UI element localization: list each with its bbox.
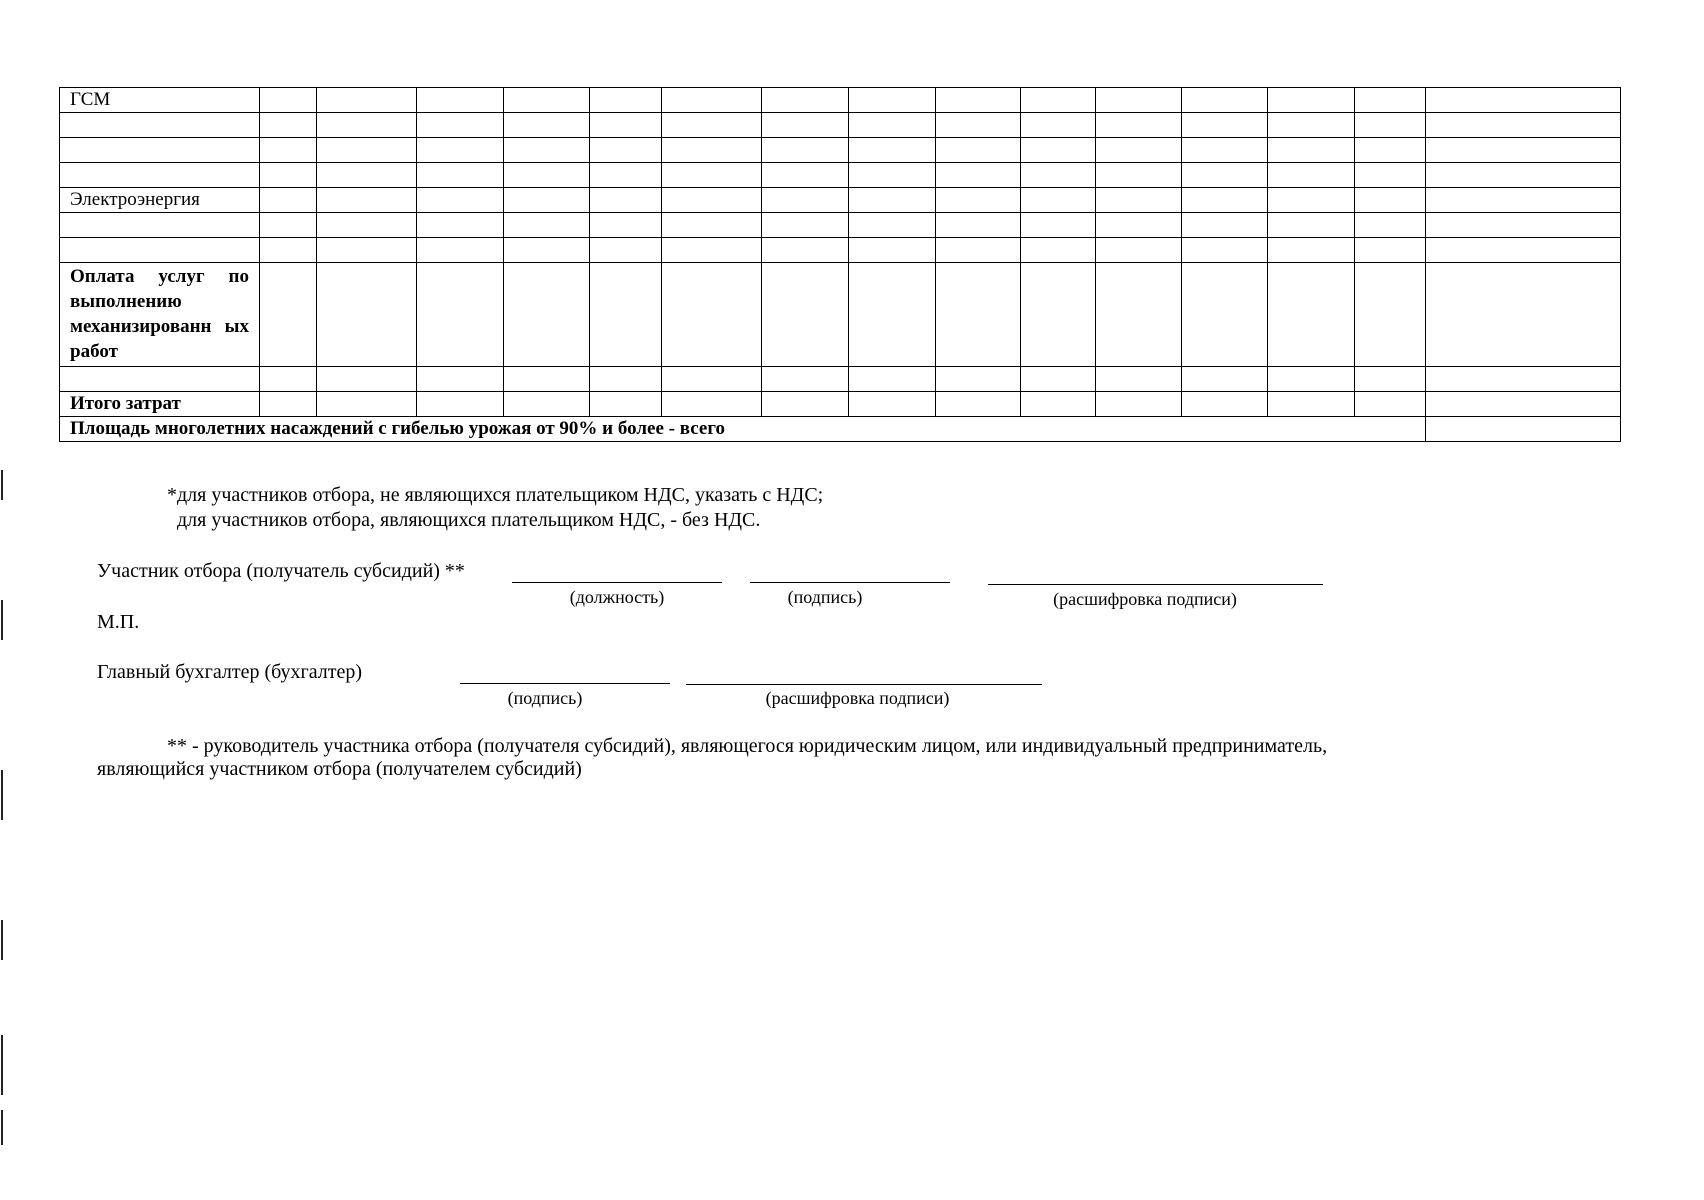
table-row (60, 113, 1621, 138)
row-label-cell (60, 163, 260, 188)
accountant-signature-line[interactable] (460, 683, 670, 684)
data-cell[interactable] (590, 138, 662, 163)
data-cell[interactable] (417, 188, 504, 213)
area-total-cell[interactable] (1426, 417, 1621, 442)
data-cell[interactable] (936, 367, 1021, 392)
footnote-line-1: ** - руководитель участника отбора (получателя субсидий), являющегося юридическим лицом, или индивидуальный предприниматель, (167, 735, 1328, 757)
data-cell[interactable] (1355, 213, 1426, 238)
data-cell[interactable] (1021, 263, 1096, 367)
table-row (60, 88, 1621, 113)
data-cell[interactable] (1096, 263, 1182, 367)
data-cell[interactable] (662, 238, 762, 263)
costs-table (59, 87, 1621, 442)
data-cell[interactable] (504, 238, 590, 263)
data-cell[interactable] (849, 113, 936, 138)
data-cell[interactable] (936, 138, 1021, 163)
data-cell[interactable] (936, 113, 1021, 138)
data-cell[interactable] (590, 392, 662, 417)
data-cell[interactable] (1021, 213, 1096, 238)
data-cell[interactable] (1182, 138, 1268, 163)
accountant-label: Главный бухгалтер (бухгалтер) (97, 661, 363, 683)
area-row-label: Площадь многолетних насаждений с гибелью урожая от 90% и более - всего (60, 417, 1426, 442)
data-cell[interactable] (417, 367, 504, 392)
data-cell[interactable] (417, 88, 504, 113)
decoding-line[interactable] (988, 584, 1323, 585)
data-cell[interactable] (762, 113, 849, 138)
data-cell[interactable] (1021, 88, 1096, 113)
data-cell[interactable] (849, 88, 936, 113)
data-cell[interactable] (1021, 113, 1096, 138)
data-cell[interactable] (260, 188, 317, 213)
data-cell[interactable] (504, 213, 590, 238)
row-label-cell: ГСМ (60, 88, 260, 113)
signature-caption: (подпись) (787, 587, 863, 607)
data-cell[interactable] (1355, 113, 1426, 138)
data-cell[interactable] (317, 113, 417, 138)
data-cell[interactable] (317, 88, 417, 113)
data-cell[interactable] (417, 163, 504, 188)
data-cell[interactable] (762, 188, 849, 213)
data-cell[interactable] (1355, 163, 1426, 188)
data-cell[interactable] (762, 213, 849, 238)
data-cell[interactable] (762, 238, 849, 263)
row-label-cell: Оплата услуг по выполнению механизированн ых работ (60, 263, 260, 367)
data-cell[interactable] (417, 113, 504, 138)
data-cell[interactable] (504, 113, 590, 138)
data-cell[interactable] (1182, 392, 1268, 417)
data-cell[interactable] (1426, 188, 1621, 213)
data-cell[interactable] (417, 263, 504, 367)
accountant-signature-caption: (подпись) (507, 688, 583, 708)
vat-note-line-1: *для участников отбора, не являющихся плательщиком НДС, указать с НДС; (167, 484, 824, 506)
data-cell[interactable] (590, 88, 662, 113)
data-cell[interactable] (417, 138, 504, 163)
data-cell[interactable] (662, 392, 762, 417)
accountant-decoding-caption: (расшифровка подписи) (765, 688, 950, 708)
data-cell[interactable] (662, 213, 762, 238)
data-cell[interactable] (1268, 238, 1355, 263)
data-cell[interactable] (1268, 88, 1355, 113)
data-cell[interactable] (936, 88, 1021, 113)
data-cell[interactable] (762, 163, 849, 188)
data-cell[interactable] (590, 213, 662, 238)
table-row (60, 188, 1621, 213)
table-row (60, 138, 1621, 163)
position-caption: (должность) (569, 587, 665, 607)
row-label-cell (60, 367, 260, 392)
area-row (60, 417, 1621, 442)
data-cell[interactable] (936, 392, 1021, 417)
data-cell[interactable] (1182, 88, 1268, 113)
row-label-cell: Электроэнергия (60, 188, 260, 213)
data-cell[interactable] (1021, 163, 1096, 188)
scan-edge-mark (1, 470, 3, 500)
data-cell[interactable] (260, 392, 317, 417)
data-cell[interactable] (1426, 392, 1621, 417)
data-cell[interactable] (936, 263, 1021, 367)
data-cell[interactable] (1355, 88, 1426, 113)
row-label-cell (60, 138, 260, 163)
data-cell[interactable] (1355, 238, 1426, 263)
data-cell[interactable] (762, 392, 849, 417)
data-cell[interactable] (1426, 238, 1621, 263)
data-cell[interactable] (1355, 188, 1426, 213)
data-cell[interactable] (317, 213, 417, 238)
data-cell[interactable] (504, 163, 590, 188)
data-cell[interactable] (1426, 263, 1621, 367)
data-cell[interactable] (317, 163, 417, 188)
data-cell[interactable] (662, 263, 762, 367)
data-cell[interactable] (1426, 88, 1621, 113)
data-cell[interactable] (417, 392, 504, 417)
data-cell[interactable] (504, 88, 590, 113)
data-cell[interactable] (417, 238, 504, 263)
data-cell[interactable] (590, 163, 662, 188)
data-cell[interactable] (1426, 138, 1621, 163)
data-cell[interactable] (504, 392, 590, 417)
data-cell[interactable] (662, 163, 762, 188)
data-cell[interactable] (936, 163, 1021, 188)
data-cell[interactable] (762, 138, 849, 163)
data-cell[interactable] (662, 188, 762, 213)
data-cell[interactable] (1182, 188, 1268, 213)
data-cell[interactable] (849, 392, 936, 417)
data-cell[interactable] (504, 263, 590, 367)
data-cell[interactable] (936, 213, 1021, 238)
data-cell[interactable] (260, 238, 317, 263)
data-cell[interactable] (1355, 367, 1426, 392)
decoding-caption: (расшифровка подписи) (1053, 589, 1237, 609)
signature-line[interactable] (750, 582, 950, 583)
costs-table-body (60, 88, 1621, 442)
data-cell[interactable] (260, 367, 317, 392)
data-cell[interactable] (590, 263, 662, 367)
data-cell[interactable] (1426, 113, 1621, 138)
data-cell[interactable] (1021, 392, 1096, 417)
data-cell[interactable] (1268, 213, 1355, 238)
participant-label: Участник отбора (получатель субсидий) ** (97, 560, 465, 582)
row-label-cell: Итого затрат (60, 392, 260, 417)
data-cell[interactable] (317, 367, 417, 392)
data-cell[interactable] (1096, 88, 1182, 113)
data-cell[interactable] (317, 238, 417, 263)
data-cell[interactable] (762, 263, 849, 367)
scan-edge-mark (1, 1035, 3, 1095)
data-cell[interactable] (260, 138, 317, 163)
data-cell[interactable] (590, 188, 662, 213)
data-cell[interactable] (1426, 213, 1621, 238)
data-cell[interactable] (662, 113, 762, 138)
table-row (60, 392, 1621, 417)
row-label-cell (60, 213, 260, 238)
table-row (60, 213, 1621, 238)
seal-mark: М.П. (97, 611, 140, 633)
table-row (60, 367, 1621, 392)
data-cell[interactable] (504, 367, 590, 392)
data-cell[interactable] (936, 188, 1021, 213)
data-cell[interactable] (260, 88, 317, 113)
data-cell[interactable] (1096, 113, 1182, 138)
data-cell[interactable] (849, 163, 936, 188)
scan-edge-mark (1, 770, 3, 820)
data-cell[interactable] (1021, 238, 1096, 263)
data-cell[interactable] (1355, 392, 1426, 417)
data-cell[interactable] (1268, 163, 1355, 188)
data-cell[interactable] (590, 238, 662, 263)
data-cell[interactable] (662, 88, 762, 113)
table-row (60, 238, 1621, 263)
data-cell[interactable] (1268, 263, 1355, 367)
data-cell[interactable] (590, 367, 662, 392)
data-cell[interactable] (1096, 238, 1182, 263)
data-cell[interactable] (590, 113, 662, 138)
data-cell[interactable] (504, 188, 590, 213)
row-label-cell (60, 113, 260, 138)
scan-edge-mark (1, 600, 3, 640)
data-cell[interactable] (260, 163, 317, 188)
data-cell[interactable] (417, 213, 504, 238)
data-cell[interactable] (1426, 163, 1621, 188)
data-cell[interactable] (317, 263, 417, 367)
data-cell[interactable] (1268, 113, 1355, 138)
data-cell[interactable] (1182, 213, 1268, 238)
data-cell[interactable] (260, 213, 317, 238)
data-cell[interactable] (849, 213, 936, 238)
data-cell[interactable] (1426, 367, 1621, 392)
data-cell[interactable] (849, 367, 936, 392)
data-cell[interactable] (1021, 138, 1096, 163)
data-cell[interactable] (1182, 113, 1268, 138)
data-cell[interactable] (1096, 138, 1182, 163)
data-cell[interactable] (1096, 213, 1182, 238)
data-cell[interactable] (1021, 188, 1096, 213)
data-cell[interactable] (1268, 367, 1355, 392)
data-cell[interactable] (1355, 138, 1426, 163)
data-cell[interactable] (317, 392, 417, 417)
data-cell[interactable] (849, 238, 936, 263)
data-cell[interactable] (849, 138, 936, 163)
data-cell[interactable] (1355, 263, 1426, 367)
data-cell[interactable] (1268, 392, 1355, 417)
scan-edge-mark (1, 920, 3, 960)
data-cell[interactable] (1182, 263, 1268, 367)
data-cell[interactable] (260, 263, 317, 367)
data-cell[interactable] (1182, 367, 1268, 392)
data-cell[interactable] (1021, 367, 1096, 392)
data-cell[interactable] (662, 138, 762, 163)
data-cell[interactable] (1096, 163, 1182, 188)
data-cell[interactable] (1268, 188, 1355, 213)
data-cell[interactable] (260, 113, 317, 138)
data-cell[interactable] (762, 367, 849, 392)
footnote-line-2: являющийся участником отбора (получателем субсидий) (97, 758, 582, 780)
data-cell[interactable] (1268, 138, 1355, 163)
accountant-decoding-line[interactable] (686, 684, 1042, 685)
row-label-cell (60, 238, 260, 263)
data-cell[interactable] (762, 88, 849, 113)
table-row (60, 263, 1621, 367)
scan-edge-mark (1, 1110, 3, 1145)
data-cell[interactable] (1096, 367, 1182, 392)
vat-note-line-2: для участников отбора, являющихся плательщиком НДС, - без НДС. (177, 509, 761, 531)
data-cell[interactable] (1096, 188, 1182, 213)
data-cell[interactable] (936, 238, 1021, 263)
data-cell[interactable] (1096, 392, 1182, 417)
position-line[interactable] (512, 582, 722, 583)
data-cell[interactable] (849, 188, 936, 213)
data-cell[interactable] (317, 138, 417, 163)
table-row (60, 163, 1621, 188)
data-cell[interactable] (1182, 238, 1268, 263)
data-cell[interactable] (504, 138, 590, 163)
data-cell[interactable] (849, 263, 936, 367)
data-cell[interactable] (1182, 163, 1268, 188)
data-cell[interactable] (662, 367, 762, 392)
data-cell[interactable] (317, 188, 417, 213)
